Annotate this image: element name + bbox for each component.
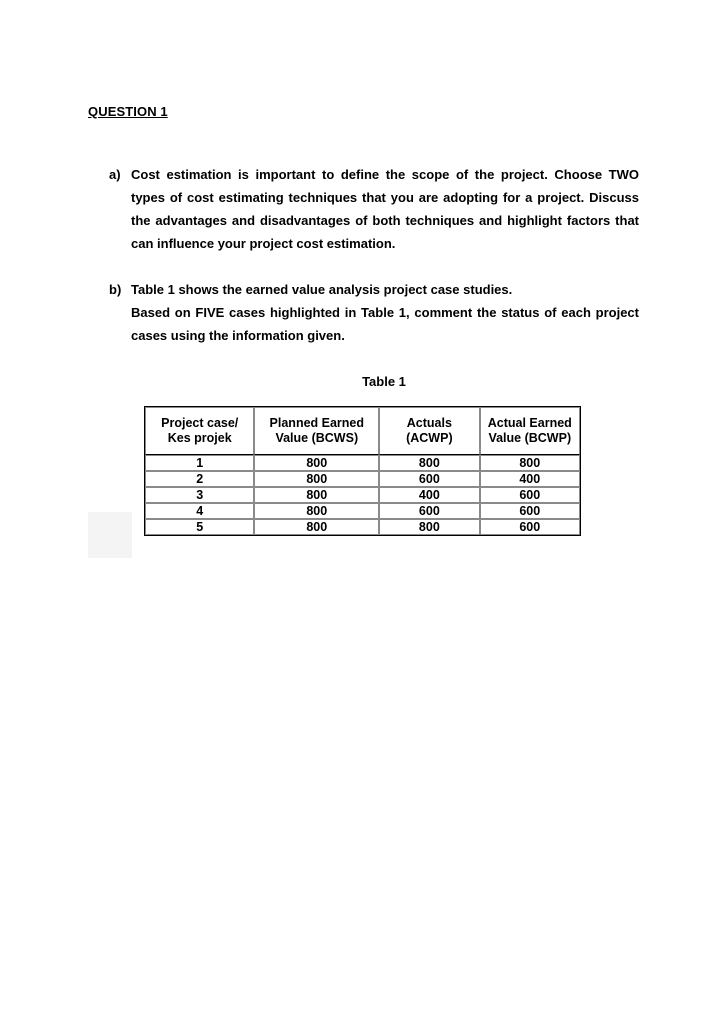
table-cell: 2	[145, 471, 254, 487]
table-cell: 800	[254, 503, 379, 519]
table-cell: 4	[145, 503, 254, 519]
table-cell: 800	[379, 455, 479, 471]
earned-value-table	[144, 406, 581, 536]
item-body	[131, 163, 639, 255]
header-acwp: Actuals (ACWP)	[379, 407, 479, 455]
table-cell: 400	[480, 471, 580, 487]
table-cell: 800	[379, 519, 479, 535]
table-cell: 600	[480, 487, 580, 503]
table-cell: 800	[254, 519, 379, 535]
table-cell: 800	[254, 487, 379, 503]
question-item-a	[109, 163, 639, 255]
scan-artifact-block	[88, 512, 132, 558]
table-caption: Table 1	[362, 374, 406, 389]
item-paragraph: Table 1 shows the earned value analysis project case studies.	[131, 282, 513, 297]
table-cell: 600	[379, 471, 479, 487]
item-label: b)	[109, 282, 122, 297]
table-row	[145, 503, 580, 519]
table-cell: 400	[379, 487, 479, 503]
table-cell: 5	[145, 519, 254, 535]
table-cell: 600	[480, 503, 580, 519]
table-row	[145, 519, 580, 535]
table-cell: 3	[145, 487, 254, 503]
table-cell: 1	[145, 455, 254, 471]
question-heading: QUESTION 1	[88, 104, 168, 119]
table-row	[145, 487, 580, 503]
header-project-case: Project case/ Kes projek	[145, 407, 254, 455]
header-bcwp: Actual Earned Value (BCWP)	[480, 407, 580, 455]
table-row	[145, 455, 580, 471]
item-paragraph: Based on FIVE cases highlighted in Table 1, comment the status of each project cases using the information given.	[131, 305, 639, 343]
table-cell: 600	[379, 503, 479, 519]
earned-value-table-container	[144, 406, 581, 536]
item-paragraph: Cost estimation is important to define the scope of the project. Choose TWO types of cost estimating techniques that you are adopting for a project. Discuss the advantages and disadvantages of both techniques and highlight factors that can influence your project cost estimation.	[131, 167, 639, 251]
table-cell: 800	[254, 471, 379, 487]
table-cell: 600	[480, 519, 580, 535]
item-body	[131, 278, 639, 347]
table-cell: 800	[254, 455, 379, 471]
item-label: a)	[109, 167, 121, 182]
table-row	[145, 471, 580, 487]
question-item-b	[109, 278, 639, 347]
table-cell: 800	[480, 455, 580, 471]
table-header-row	[145, 407, 580, 455]
header-bcws: Planned Earned Value (BCWS)	[254, 407, 379, 455]
